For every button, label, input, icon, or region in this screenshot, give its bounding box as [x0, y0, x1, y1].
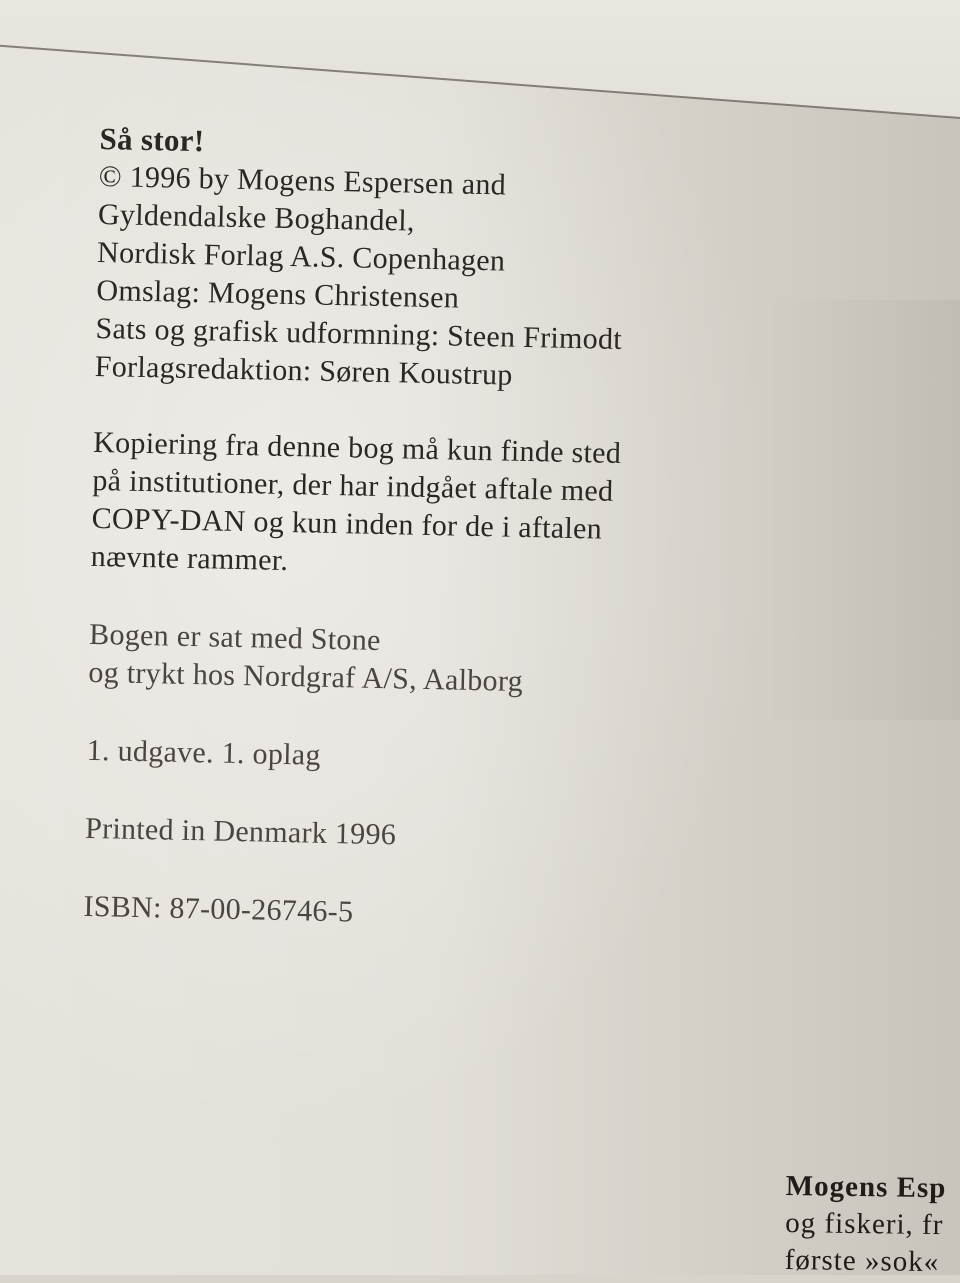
edition-info	[86, 732, 727, 783]
notice-line: COPY-DAN og kun inden for de i aftalen	[91, 501, 603, 546]
edition-line: 1. udgave. 1. oplag	[86, 733, 322, 772]
printing-line: og trykt hos Nordgraf A/S, Aalborg	[88, 655, 524, 698]
opposite-page-snippet	[784, 1168, 960, 1283]
isbn-info	[83, 888, 724, 939]
snippet-line: og fiskeri, fr	[785, 1206, 944, 1242]
credit-line: Gyldendalske Boghandel,	[97, 197, 416, 238]
printed-in-line: Printed in Denmark 1996	[84, 811, 397, 852]
credit-line: Omslag: Mogens Christensen	[96, 273, 460, 315]
page-shadow	[760, 300, 960, 720]
isbn-line: ISBN: 87-00-26746-5	[83, 889, 354, 929]
notice-line: Kopiering fra denne bog må kun finde sted	[92, 425, 622, 470]
snippet-line: første »sok«	[784, 1243, 940, 1279]
colophon-text	[83, 120, 740, 939]
page-fold-shadow	[0, 0, 960, 120]
snippet-line: Mogens Esp	[785, 1169, 947, 1205]
book-title: Så stor!	[99, 120, 205, 159]
printed-in-info	[85, 810, 726, 861]
credits-block	[94, 158, 739, 399]
credit-line: Forlagsredaktion: Søren Koustrup	[94, 349, 513, 392]
credit-line: © 1996 by Mogens Espersen and	[98, 159, 507, 202]
notice-line: nævnte rammer.	[90, 539, 289, 578]
copyright-notice	[90, 424, 733, 589]
printing-line: Bogen er sat med Stone	[88, 617, 382, 657]
printing-info	[88, 616, 729, 705]
notice-line: på institutioner, der har indgået aftale med	[92, 463, 614, 508]
credit-line: Nordisk Forlag A.S. Copenhagen	[96, 235, 506, 278]
credit-line: Sats og grafisk udformning: Steen Frimodt	[95, 311, 623, 356]
